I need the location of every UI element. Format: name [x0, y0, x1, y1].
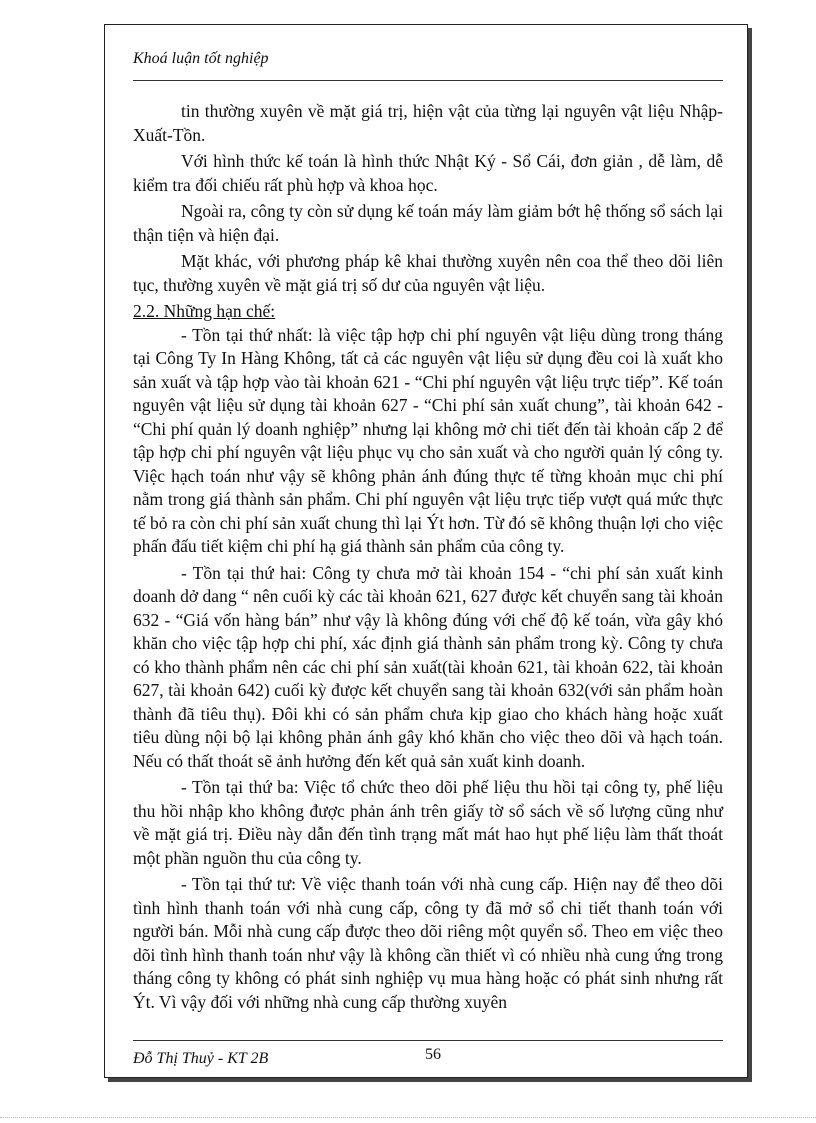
paragraph: Mặt khác, với phương pháp kê khai thường xuyên nên coa thể theo dõi liên tục, thường xuyên về mặt giá trị số dư của nguyên vật liệu. [133, 251, 723, 295]
paragraph: - Tồn tại thứ nhất: là việc tập hợp chi phí nguyên vật liệu dùng trong tháng tại Công Ty In Hàng Không, tất cả các nguyên vật liệu sử dụng đều coi là xuất kho sản xuất và tập hợp vào tài khoản 621 - “Chi phí nguyên vật liệu trực tiếp”. Kế toán nguyên vật liệu sử dụng tài khoản 627 - “Chi phí sản xuất chung”, tài khoản 642 - “Chi phí quản lý doanh nghiệp” nhưng lại không mở chi tiết đến tài khoản cấp 2 để tập hợp chi phí nguyên vật liệu phục vụ cho sản xuất và cho người quản lý công ty. Việc hạch toán như vậy sẽ không phản ánh đúng thực tế từng khoản mục chi phí nằm trong giá thành sản phẩm. Chi phí nguyên vật liệu trực tiếp vượt quá mức thực tế bỏ ra còn chi phí sản xuất chung thì lại Ýt hơn. Từ đó sẽ không thuận lợi cho việc phấn đấu tiết kiệm chi phí hạ giá thành sản phẩm của công ty. [133, 324, 723, 556]
header-divider [133, 80, 723, 81]
paragraph: - Tồn tại thứ ba: Việc tổ chức theo dõi phế liệu thu hồi tại công ty, phế liệu thu hồi nhập kho không được phản ánh trên giấy tờ sổ sách về số lượng cũng như về mặt giá trị. Điều này dẫn đến tình trạng mất mát hao hụt phế liệu làm thất thoát một phần nguồn thu của công ty. [133, 777, 723, 868]
paragraph: - Tồn tại thứ tư: Về việc thanh toán với nhà cung cấp. Hiện nay để theo dõi tình hình thanh toán với nhà cung cấp, công ty đã mở sổ chi tiết thanh toán với người bán. Mỗi nhà cung cấp được theo dõi riêng một quyển sổ. Theo em việc theo dõi tình hình thanh toán như vậy là không cần thiết vì có nhiều nhà cung ứng trong tháng công ty không có phát sinh nghiệp vụ mua hàng hoặc có phát sinh nhưng rất Ýt. Vì vậy đối với những nhà cung cấp thường xuyên [133, 874, 723, 1012]
document-body [133, 100, 723, 1017]
section-heading: 2.2. Những hạn chế: [133, 301, 276, 321]
running-header: Khoá luận tốt nghiệp [133, 50, 269, 67]
page-edge-divider [0, 1117, 816, 1118]
paragraph: - Tồn tại thứ hai: Công ty chưa mở tài khoản 154 - “chi phí sản xuất kinh doanh dở dang “ nên cuối kỳ các tài khoản 621, 627 được kết chuyển sang tài khoản 632 - “Giá vốn hàng bán” như vậy là không đúng với chế độ kế toán, vừa gây khó khăn cho việc tập hợp chi phí, xác định giá thành sản phẩm trong kỳ. Công ty chưa có kho thành phẩm nên các chi phí sản xuất(tài khoản 621, tài khoản 622, tài khoản 627, tài khoản 642) cuối kỳ được kết chuyển sang tài khoản 632(với sản phẩm hoàn thành đã tiêu thụ). Đôi khi có sản phẩm chưa kịp giao cho khách hàng hoặc xuất tiêu dùng nội bộ lại không phản ánh gây khó khăn cho việc theo dõi và hạch toán. Nếu có thất thoát sẽ ảnh hưởng đến kết quả sản xuất kinh doanh. [133, 562, 723, 771]
paragraph: tin thường xuyên về mặt giá trị, hiện vật của từng lại nguyên vật liệu Nhập-Xuất-Tồn. [133, 101, 723, 145]
paragraph: Ngoài ra, công ty còn sử dụng kế toán máy làm giảm bớt hệ thống sổ sách lại thận tiện và hiện đại. [133, 201, 723, 245]
paragraph: Với hình thức kế toán là hình thức Nhật Ký - Sổ Cái, đơn giản , dễ làm, dễ kiểm tra đối chiếu rất phù hợp và khoa học. [133, 151, 723, 195]
footer-author: Đỗ Thị Thuỷ - KT 2B [133, 1050, 269, 1067]
page-number: 56 [425, 1046, 441, 1063]
footer-divider [133, 1040, 723, 1041]
